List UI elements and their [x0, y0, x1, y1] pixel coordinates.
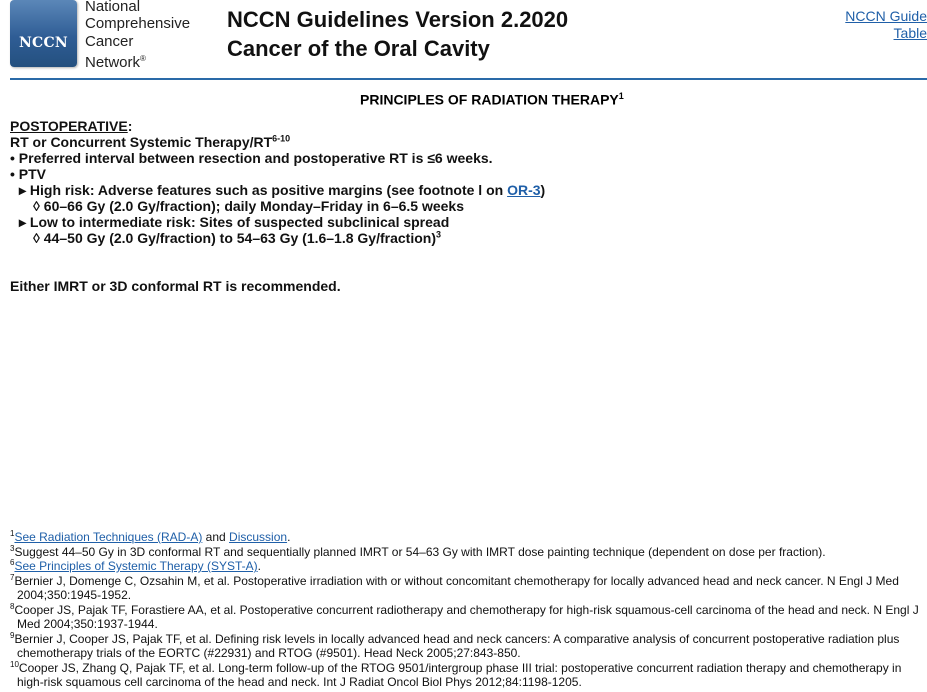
nccn-logo	[10, 0, 77, 67]
rt-heading-footnote: 6-10	[272, 133, 291, 144]
footnote-period: .	[287, 530, 291, 544]
guidelines-index-link[interactable]: NCCN Guide	[845, 8, 927, 24]
footnote-6	[10, 559, 925, 574]
footnote-number: 8	[10, 601, 15, 611]
low-risk-text: Low to intermediate risk: Sites of suspected subclinical spread	[29, 214, 450, 230]
footnote-10	[10, 661, 925, 690]
rt-heading-text: RT or Concurrent Systemic Therapy/RT	[10, 134, 273, 150]
org-line: National	[85, 0, 141, 15]
footnote-number: 9	[10, 630, 15, 640]
high-risk-dose: ◊ 60–66 Gy (2.0 Gy/fraction); daily Monday–Friday in 6–6.5 weeks	[33, 198, 464, 214]
guideline-cancer-type: Cancer of the Oral Cavity	[227, 35, 490, 61]
low-risk-item	[10, 214, 545, 230]
registered-mark: ®	[140, 53, 146, 63]
high-risk-item	[10, 182, 545, 198]
postoperative-colon: :	[127, 118, 133, 134]
main-content	[10, 118, 545, 246]
org-line: Network	[85, 53, 141, 71]
high-risk-text: High risk: Adverse features such as positive margins (see footnote l on	[29, 182, 508, 198]
footnote-text: Cooper JS, Zhang Q, Pajak TF, et al. Long-term follow-up of the RTOG 9501/intergroup phase III trial: postoperative concurrent radiation therapy and chemotherapy in high-risk squamous cell carcinoma of the head and neck. Int J Radiat Oncol Biol Phys 2012;84:1198-1205.	[17, 660, 902, 689]
org-line: Comprehensive	[85, 15, 191, 33]
or-3-link[interactable]: OR-3	[507, 182, 541, 198]
footnote-number: 3	[10, 543, 15, 553]
section-title	[360, 91, 624, 108]
low-risk-footnote: 3	[435, 229, 441, 240]
organization-name	[85, 0, 190, 71]
section-title-text: PRINCIPLES OF RADIATION THERAPY	[360, 91, 619, 108]
footnote-1	[10, 530, 925, 545]
footnote-text: Cooper JS, Pajak TF, Forastiere AA, et al. Postoperative concurrent radiotherapy and chemotherapy for high-risk squamous-cell carcinoma of the head and neck. N Engl J Med 2004;350:1937-1944.	[14, 602, 919, 631]
guideline-version: NCCN Guidelines Version 2.2020	[227, 7, 569, 32]
footnote-text: Bernier J, Cooper JS, Pajak TF, et al. Defining risk levels in locally advanced head and neck cancers: A comparative analysis of concurrent postoperative radiation plus chemotherapy trials of the EORTC (#22931) and RTOG (#9501). Head Neck 2005;27:843-850.	[14, 631, 900, 660]
table-of-contents-link[interactable]: Table	[893, 25, 927, 41]
discussion-link[interactable]: Discussion	[229, 530, 288, 544]
footnote-8	[10, 603, 925, 632]
footnote-3	[10, 545, 925, 560]
recommendation: Either IMRT or 3D conformal RT is recommended.	[10, 278, 341, 294]
footnote-7	[10, 574, 925, 603]
systemic-therapy-link[interactable]: See Principles of Systemic Therapy (SYST-A)	[14, 559, 258, 573]
section-title-footnote: 1	[618, 91, 624, 101]
postoperative-text: POSTOPERATIVE	[10, 118, 128, 134]
footnote-number: 7	[10, 572, 15, 582]
high-risk-suffix: )	[540, 182, 546, 198]
footnote-text: Suggest 44–50 Gy in 3D conformal RT and sequentially planned IMRT or 54–63 Gy with IMRT dose painting technique (dependent on dose per fraction).	[14, 544, 826, 559]
footnote-text: Bernier J, Domenge C, Ozsahin M, et al. Postoperative irradiation with or without concomitant chemotherapy for locally advanced head and neck cancer. N Engl J Med 2004;350:1945-1952.	[14, 573, 899, 602]
low-risk-dose-text: ◊ 44–50 Gy (2.0 Gy/fraction) to 54–63 Gy (1.6–1.8 Gy/fraction)	[33, 230, 436, 246]
radiation-techniques-link[interactable]: See Radiation Techniques (RAD-A)	[14, 530, 203, 544]
footnote-and: and	[202, 530, 230, 544]
bullet-ptv: • PTV	[10, 166, 47, 182]
arrow-icon: ▸	[19, 182, 27, 198]
guideline-title	[227, 6, 568, 63]
header-divider	[10, 78, 927, 80]
footnote-number: 10	[10, 659, 19, 669]
logo-text: NCCN	[18, 34, 69, 51]
org-line: Cancer	[85, 32, 134, 50]
footnote-9	[10, 632, 925, 661]
footnote-number: 6	[10, 558, 15, 567]
bullet-interval: • Preferred interval between resection and postoperative RT is ≤6 weeks.	[10, 150, 493, 166]
footnote-number: 1	[10, 529, 15, 538]
rt-heading	[10, 134, 545, 150]
footnotes	[10, 530, 925, 690]
org-line-last	[85, 50, 190, 71]
arrow-icon: ▸	[19, 214, 27, 230]
low-risk-dose	[10, 230, 545, 246]
postoperative-label	[10, 118, 545, 134]
footnote-period: .	[257, 559, 261, 573]
toc-links	[845, 8, 927, 42]
